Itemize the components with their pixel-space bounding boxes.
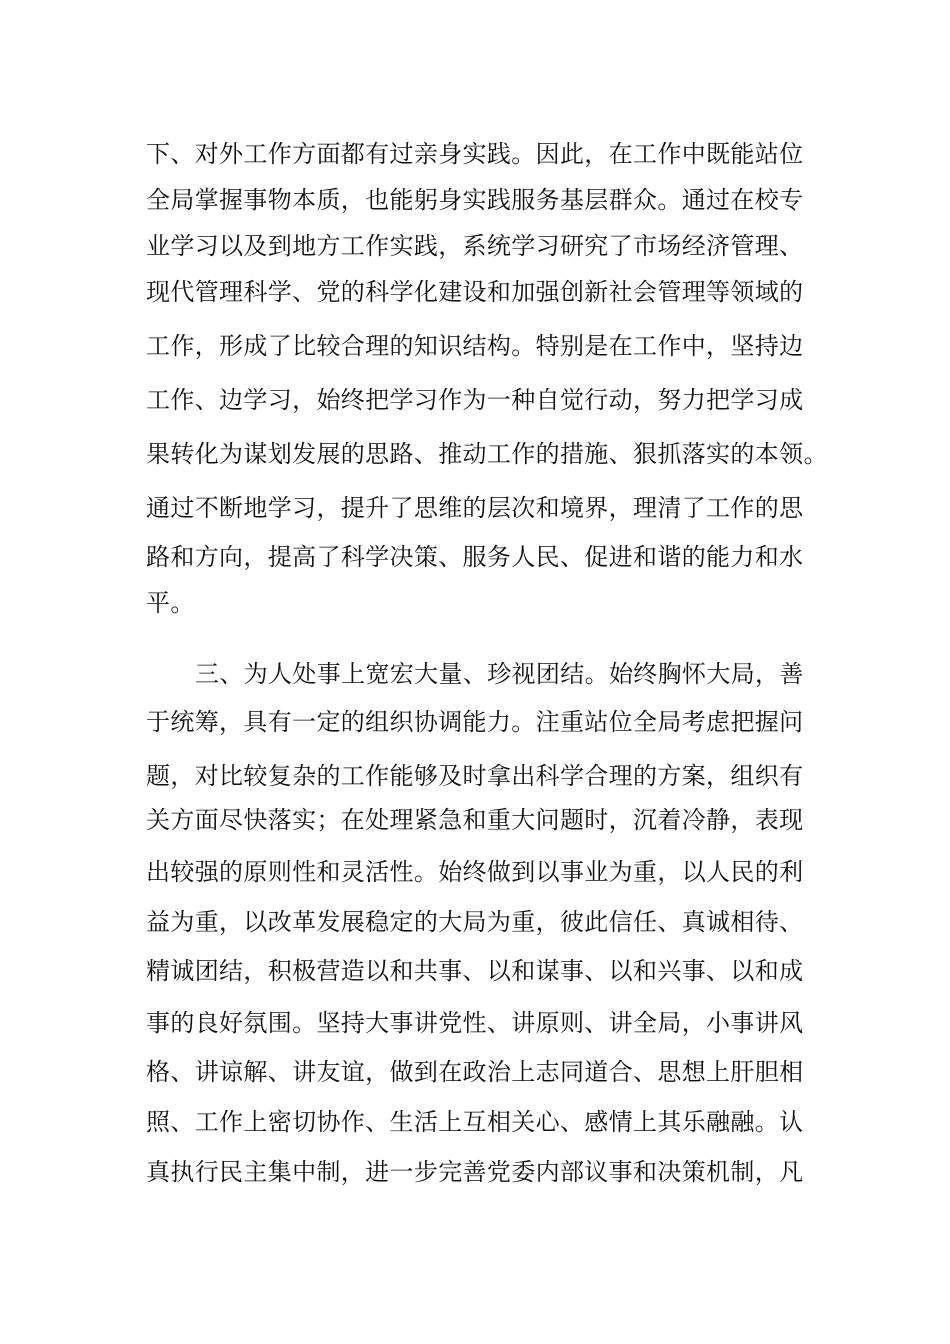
paragraph-line: 真执行民主集中制，进一步完善党委内部议事和决策机制，凡 — [146, 1158, 804, 1186]
paragraph-line: 工作、边学习，始终把学习作为一种自觉行动，努力把学习成 — [146, 386, 804, 414]
paragraph-line: 三、为人处事上宽宏大量、珍视团结。始终胸怀大局，善 — [195, 660, 804, 688]
paragraph-line: 下、对外工作方面都有过亲身实践。因此，在工作中既能站位 — [146, 140, 804, 168]
paragraph-line: 果转化为谋划发展的思路、推动工作的措施、狠抓落实的本领。 — [146, 440, 828, 468]
paragraph-line: 照、工作上密切协作、生活上互相关心、感情上其乐融融。认 — [146, 1108, 804, 1136]
paragraph-line: 出较强的原则性和灵活性。始终做到以事业为重，以人民的利 — [146, 858, 804, 886]
paragraph-line: 业学习以及到地方工作实践，系统学习研究了市场经济管理、 — [146, 232, 804, 260]
paragraph-line: 事的良好氛围。坚持大事讲党性、讲原则、讲全局，小事讲风 — [146, 1009, 804, 1037]
paragraph-line: 工作，形成了比较合理的知识结构。特别是在工作中，坚持边 — [146, 332, 804, 360]
paragraph-line: 精诚团结，积极营造以和共事、以和谋事、以和兴事、以和成 — [146, 957, 804, 985]
paragraph-line: 通过不断地学习，提升了思维的层次和境界，理清了工作的思 — [146, 494, 804, 522]
paragraph-line: 关方面尽快落实；在处理紧急和重大问题时，沉着冷静，表现 — [146, 806, 804, 834]
paragraph-line: 益为重，以改革发展稳定的大局为重，彼此信任、真诚相待、 — [146, 908, 804, 936]
paragraph-line: 全局掌握事物本质，也能躬身实践服务基层群众。通过在校专 — [146, 186, 804, 214]
paragraph-line: 路和方向，提高了科学决策、服务人民、促进和谐的能力和水 — [146, 543, 804, 571]
paragraph-line: 于统筹，具有一定的组织协调能力。注重站位全局考虑把握问 — [146, 708, 804, 736]
paragraph-line: 格、讲谅解、讲友谊，做到在政治上志同道合、思想上肝胆相 — [146, 1058, 804, 1086]
paragraph-line: 现代管理科学、党的科学化建设和加强创新社会管理等领域的 — [146, 278, 804, 306]
paragraph-line: 平。 — [146, 589, 195, 617]
paragraph-line: 题，对比较复杂的工作能够及时拿出科学合理的方案，组织有 — [146, 762, 804, 790]
